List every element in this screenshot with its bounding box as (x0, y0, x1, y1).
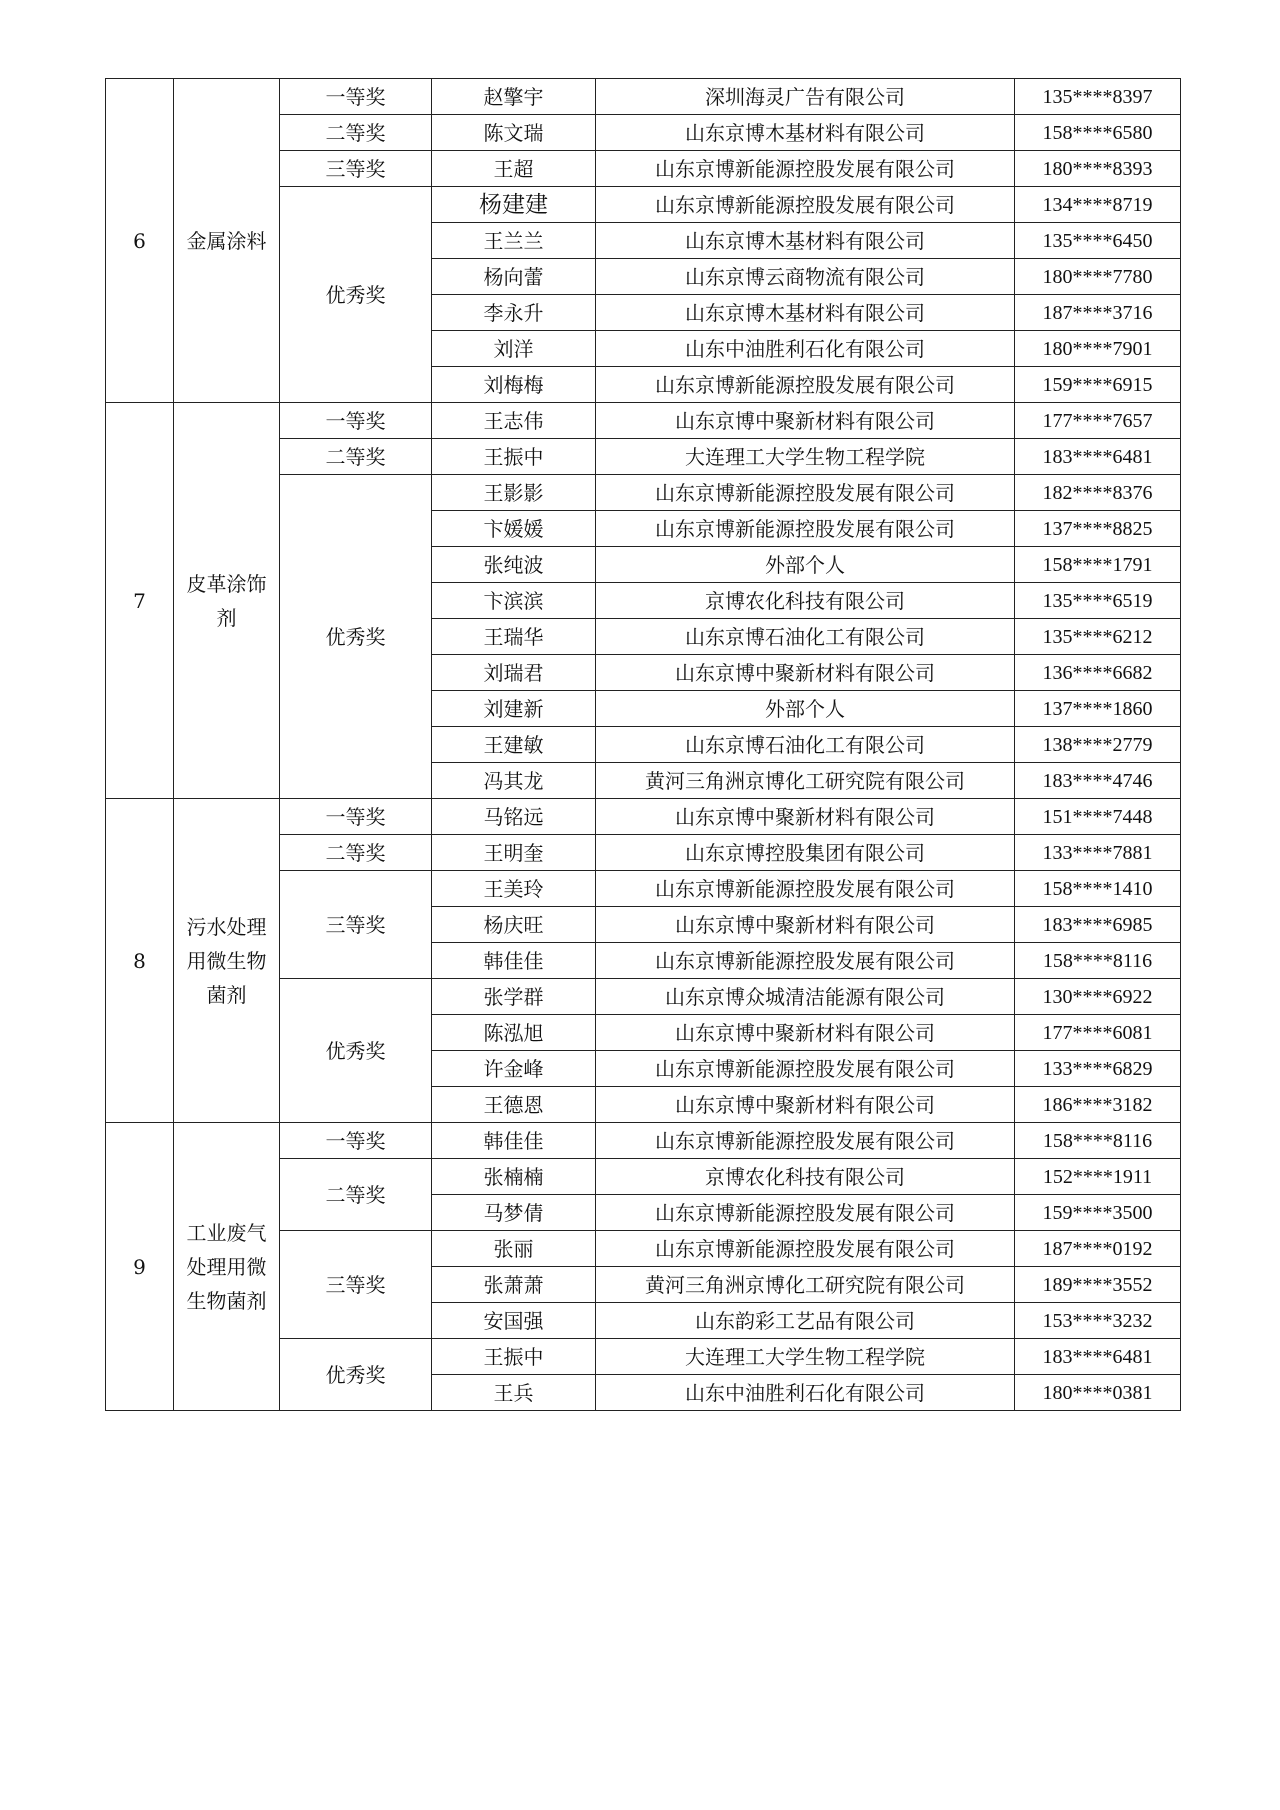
winner-name: 张丽 (432, 1231, 596, 1267)
winner-phone: 153****3232 (1015, 1303, 1181, 1339)
category-name: 皮革涂饰剂 (174, 403, 280, 799)
winner-phone: 158****1791 (1015, 547, 1181, 583)
prize-level: 三等奖 (280, 151, 432, 187)
winner-organization: 山东韵彩工艺品有限公司 (596, 1303, 1015, 1339)
winner-phone: 180****0381 (1015, 1375, 1181, 1411)
table-body (106, 79, 1181, 1411)
winner-name: 王志伟 (432, 403, 596, 439)
winner-phone: 138****2779 (1015, 727, 1181, 763)
winner-organization: 山东京博众城清洁能源有限公司 (596, 979, 1015, 1015)
winner-organization: 山东京博中聚新材料有限公司 (596, 799, 1015, 835)
winner-organization: 黄河三角洲京博化工研究院有限公司 (596, 763, 1015, 799)
winner-name: 赵擎宇 (432, 79, 596, 115)
winner-phone: 183****6481 (1015, 439, 1181, 475)
winner-organization: 山东京博中聚新材料有限公司 (596, 1087, 1015, 1123)
winner-phone: 187****3716 (1015, 295, 1181, 331)
winner-name: 王建敏 (432, 727, 596, 763)
category-name: 金属涂料 (174, 79, 280, 403)
winner-organization: 山东京博新能源控股发展有限公司 (596, 187, 1015, 223)
winner-name: 李永升 (432, 295, 596, 331)
winner-name: 王瑞华 (432, 619, 596, 655)
winner-organization: 山东京博控股集团有限公司 (596, 835, 1015, 871)
prize-level: 一等奖 (280, 403, 432, 439)
winner-organization: 深圳海灵广告有限公司 (596, 79, 1015, 115)
winner-phone: 180****7901 (1015, 331, 1181, 367)
winner-phone: 183****4746 (1015, 763, 1181, 799)
winner-phone: 189****3552 (1015, 1267, 1181, 1303)
winner-name: 许金峰 (432, 1051, 596, 1087)
winner-organization: 山东京博新能源控股发展有限公司 (596, 475, 1015, 511)
winner-organization: 外部个人 (596, 691, 1015, 727)
winner-name: 韩佳佳 (432, 943, 596, 979)
winner-name: 张楠楠 (432, 1159, 596, 1195)
winner-name: 张萧萧 (432, 1267, 596, 1303)
winner-organization: 黄河三角洲京博化工研究院有限公司 (596, 1267, 1015, 1303)
winner-name: 王美玲 (432, 871, 596, 907)
prize-level: 二等奖 (280, 115, 432, 151)
winner-organization: 京博农化科技有限公司 (596, 1159, 1015, 1195)
winner-phone: 134****8719 (1015, 187, 1181, 223)
category-name: 污水处理用微生物菌剂 (174, 799, 280, 1123)
winner-phone: 135****6519 (1015, 583, 1181, 619)
winner-name: 冯其龙 (432, 763, 596, 799)
group-number: 7 (106, 403, 174, 799)
winner-name: 刘梅梅 (432, 367, 596, 403)
category-name: 工业废气处理用微生物菌剂 (174, 1123, 280, 1411)
winner-organization: 山东京博中聚新材料有限公司 (596, 655, 1015, 691)
winner-organization: 山东京博木基材料有限公司 (596, 115, 1015, 151)
winner-phone: 135****6450 (1015, 223, 1181, 259)
winner-phone: 182****8376 (1015, 475, 1181, 511)
prize-level: 三等奖 (280, 871, 432, 979)
table-row (106, 799, 1181, 835)
winner-organization: 山东中油胜利石化有限公司 (596, 1375, 1015, 1411)
winner-organization: 山东京博中聚新材料有限公司 (596, 1015, 1015, 1051)
winner-name: 卞滨滨 (432, 583, 596, 619)
table-row (106, 1123, 1181, 1159)
winner-phone: 158****8116 (1015, 943, 1181, 979)
winner-phone: 133****6829 (1015, 1051, 1181, 1087)
winner-phone: 180****7780 (1015, 259, 1181, 295)
winner-organization: 大连理工大学生物工程学院 (596, 439, 1015, 475)
winner-organization: 京博农化科技有限公司 (596, 583, 1015, 619)
prize-level: 一等奖 (280, 799, 432, 835)
winner-name: 马铭远 (432, 799, 596, 835)
winner-organization: 山东中油胜利石化有限公司 (596, 331, 1015, 367)
winner-phone: 158****8116 (1015, 1123, 1181, 1159)
winner-name: 杨建建 (432, 187, 596, 223)
winner-name: 王兰兰 (432, 223, 596, 259)
group-number: 9 (106, 1123, 174, 1411)
group-number: 8 (106, 799, 174, 1123)
winner-organization: 山东京博中聚新材料有限公司 (596, 907, 1015, 943)
winner-phone: 159****3500 (1015, 1195, 1181, 1231)
winner-phone: 186****3182 (1015, 1087, 1181, 1123)
winner-phone: 177****6081 (1015, 1015, 1181, 1051)
prize-level: 一等奖 (280, 79, 432, 115)
winner-organization: 山东京博云商物流有限公司 (596, 259, 1015, 295)
winner-phone: 151****7448 (1015, 799, 1181, 835)
winner-phone: 180****8393 (1015, 151, 1181, 187)
winner-name: 王影影 (432, 475, 596, 511)
winner-organization: 山东京博新能源控股发展有限公司 (596, 367, 1015, 403)
winner-organization: 山东京博新能源控股发展有限公司 (596, 1195, 1015, 1231)
prize-level: 优秀奖 (280, 979, 432, 1123)
winner-organization: 山东京博木基材料有限公司 (596, 295, 1015, 331)
winner-phone: 136****6682 (1015, 655, 1181, 691)
table-row (106, 403, 1181, 439)
winner-organization: 山东京博新能源控股发展有限公司 (596, 1123, 1015, 1159)
winner-name: 刘瑞君 (432, 655, 596, 691)
winner-name: 刘建新 (432, 691, 596, 727)
winner-phone: 135****6212 (1015, 619, 1181, 655)
winner-organization: 外部个人 (596, 547, 1015, 583)
winner-organization: 山东京博新能源控股发展有限公司 (596, 511, 1015, 547)
winner-phone: 177****7657 (1015, 403, 1181, 439)
prize-level: 一等奖 (280, 1123, 432, 1159)
prize-level: 三等奖 (280, 1231, 432, 1339)
winner-name: 王超 (432, 151, 596, 187)
winner-organization: 山东京博木基材料有限公司 (596, 223, 1015, 259)
winner-phone: 130****6922 (1015, 979, 1181, 1015)
winner-organization: 山东京博新能源控股发展有限公司 (596, 943, 1015, 979)
winner-phone: 137****1860 (1015, 691, 1181, 727)
winner-name: 王兵 (432, 1375, 596, 1411)
winner-organization: 山东京博新能源控股发展有限公司 (596, 1231, 1015, 1267)
winner-name: 安国强 (432, 1303, 596, 1339)
winner-name: 卞媛媛 (432, 511, 596, 547)
winner-phone: 159****6915 (1015, 367, 1181, 403)
winner-name: 王振中 (432, 1339, 596, 1375)
winner-phone: 183****6985 (1015, 907, 1181, 943)
winner-phone: 137****8825 (1015, 511, 1181, 547)
winner-phone: 187****0192 (1015, 1231, 1181, 1267)
winner-name: 张纯波 (432, 547, 596, 583)
winner-phone: 158****6580 (1015, 115, 1181, 151)
winner-name: 王振中 (432, 439, 596, 475)
group-number: 6 (106, 79, 174, 403)
winner-organization: 大连理工大学生物工程学院 (596, 1339, 1015, 1375)
winner-phone: 135****8397 (1015, 79, 1181, 115)
winner-name: 陈文瑞 (432, 115, 596, 151)
winner-name: 韩佳佳 (432, 1123, 596, 1159)
winner-phone: 152****1911 (1015, 1159, 1181, 1195)
winner-organization: 山东京博新能源控股发展有限公司 (596, 1051, 1015, 1087)
winner-phone: 158****1410 (1015, 871, 1181, 907)
table-row (106, 79, 1181, 115)
winner-phone: 133****7881 (1015, 835, 1181, 871)
winner-organization: 山东京博中聚新材料有限公司 (596, 403, 1015, 439)
prize-level: 优秀奖 (280, 187, 432, 403)
winner-organization: 山东京博新能源控股发展有限公司 (596, 151, 1015, 187)
winner-name: 陈泓旭 (432, 1015, 596, 1051)
prize-level: 优秀奖 (280, 1339, 432, 1411)
winner-organization: 山东京博石油化工有限公司 (596, 727, 1015, 763)
winner-organization: 山东京博新能源控股发展有限公司 (596, 871, 1015, 907)
winner-name: 张学群 (432, 979, 596, 1015)
prize-level: 优秀奖 (280, 475, 432, 799)
prize-level: 二等奖 (280, 1159, 432, 1231)
winner-name: 刘洋 (432, 331, 596, 367)
winner-name: 马梦倩 (432, 1195, 596, 1231)
winner-name: 王德恩 (432, 1087, 596, 1123)
winner-name: 王明奎 (432, 835, 596, 871)
prize-level: 二等奖 (280, 835, 432, 871)
winner-name: 杨庆旺 (432, 907, 596, 943)
winner-phone: 183****6481 (1015, 1339, 1181, 1375)
award-winners-table (105, 78, 1181, 1411)
prize-level: 二等奖 (280, 439, 432, 475)
winner-organization: 山东京博石油化工有限公司 (596, 619, 1015, 655)
winner-name: 杨向蕾 (432, 259, 596, 295)
